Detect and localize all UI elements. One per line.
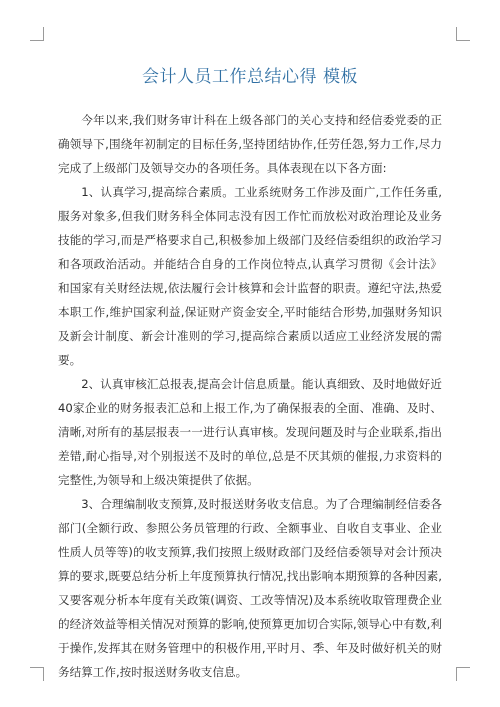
crop-mark-bottom-right-v (456, 667, 457, 681)
paragraph-item-3: 3、合理编制收支预算,及时报送财务收支信息。为了合理编制经信委各部门(全额行政、参照公务员管理的行政、全额事业、自收自支事业、企业性质人员等等)的收支预算,我们按照上级财政部门及经信委领导对会计预决算的要求,既要总结分析上年度预算执行情况,找出影响本期预算的各种因素,又要客观分析本年度有关政策(调资、工改等情况)及本系统收取管理费企业的经济效益等相关情况对预算的影响,使预算更加切合实际,领导心中有数,利于操作,发挥其在财务管理中的积极作用,平时月、季、年及时做好机关的财务结算工作,按时报送财务收支信息。 (58, 497, 442, 679)
document-body (58, 108, 442, 684)
crop-mark-top-right-v (456, 27, 457, 41)
paragraph-item-2: 2、认真审核汇总报表,提高会计信息质量。能认真细致、及时地做好近40家企业的财务报表汇总和上报工作,为了确保报表的全面、准确、及时、清晰,对所有的基层报表一一进行认真审核。发现问题及时与企业联系,指出差错,耐心指导,对个别报送不及时的单位,总是不厌其烦的催报,力求资料的完整性,为领导和上级决策提供了依据。 (58, 377, 442, 487)
crop-mark-bottom-left-h (30, 667, 44, 668)
crop-mark-top-left-h (30, 40, 44, 41)
document-title: 会计人员工作总结心得 模板 (142, 67, 358, 87)
crop-mark-bottom-left-v (43, 667, 44, 681)
crop-mark-top-left-v (43, 27, 44, 41)
paragraph-intro: 今年以来,我们财务审计科在上级各部门的关心支持和经信委党委的正确领导下,围绕年初制定的目标任务,坚持团结协作,任劳任怨,努力工作,尽力完成了上级部门及领导交办的各项任务。具体表现在以下各方面: (58, 113, 442, 175)
crop-mark-bottom-right-h (456, 667, 470, 668)
paragraph-item-1: 1、认真学习,提高综合素质。工业系统财务工作涉及面广,工作任务重,服务对象多,但我们财务科全体同志没有因工作忙而放松对政治理论及业务技能的学习,而是严格要求自己,积极参加上级部门及经信委组织的政治学习和各项政治活动。并能结合自身的工作岗位特点,认真学习贯彻《会计法》和国家有关财经法规,依法履行会计核算和会计监督的职责。遵纪守法,热爱本职工作,维护国家利益,保证财产资金安全,平时能结合形势,加强财务知识及新会计制度、新会计准则的学习,提高综合素质以适应工业经济发展的需要。 (58, 185, 442, 367)
crop-mark-top-right-h (456, 40, 470, 41)
